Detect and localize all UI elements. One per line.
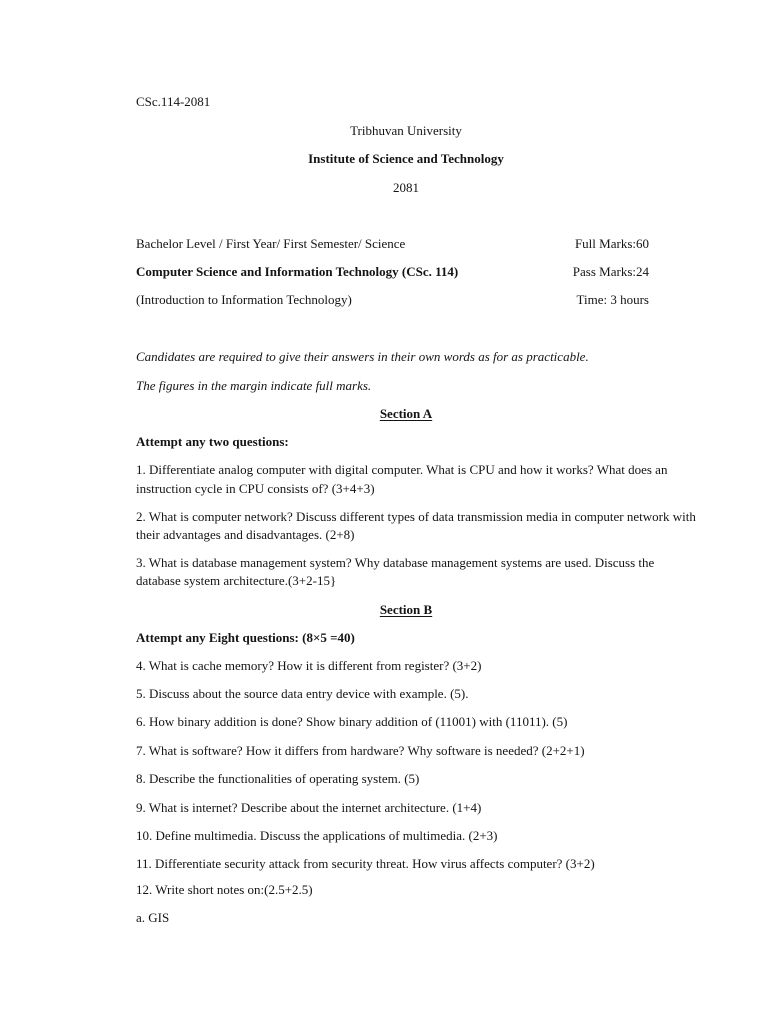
question-1-line-1: 1. Differentiate analog computer with digital computer. What is CPU and how it works? What does an xyxy=(136,462,668,477)
exam-time: Time: 3 hours xyxy=(576,292,649,307)
question-7: 7. What is software? How it differs from hardware? Why software is needed? (2+2+1) xyxy=(136,743,585,758)
question-2-line-2: their advantages and disadvantages. (2+8) xyxy=(136,527,355,542)
course-title: Computer Science and Information Technology (CSc. 114) xyxy=(136,264,459,279)
question-6: 6. How binary addition is done? Show binary addition of (11001) with (11011). (5) xyxy=(136,714,568,729)
section-a-heading-text: Section A xyxy=(379,406,433,421)
section-b-heading-text: Section B xyxy=(379,602,433,617)
paper-code: CSc.114-2081 xyxy=(136,94,211,109)
question-8: 8. Describe the functionalities of operating system. (5) xyxy=(136,771,420,786)
question-12-subitem-a: a. GIS xyxy=(136,910,170,925)
question-3-line-2: database system architecture.(3+2-15} xyxy=(136,573,337,588)
question-11: 11. Differentiate security attack from security threat. How virus affects computer? (3+2) xyxy=(136,856,595,871)
question-5: 5. Discuss about the source data entry device with example. (5). xyxy=(136,686,469,701)
full-marks: Full Marks:60 xyxy=(574,236,649,251)
instruction-own-words: Candidates are required to give their answers in their own words as for as practicable. xyxy=(136,349,589,364)
section-b-instruction: Attempt any Eight questions: (8×5 =40) xyxy=(136,630,355,645)
section-a-instruction: Attempt any two questions: xyxy=(136,434,289,449)
course-level: Bachelor Level / First Year/ First Semester/ Science xyxy=(136,236,406,251)
question-9: 9. What is internet? Describe about the internet architecture. (1+4) xyxy=(136,800,482,815)
instruction-margin-marks: The figures in the margin indicate full marks. xyxy=(136,378,372,393)
question-4: 4. What is cache memory? How it is different from register? (3+2) xyxy=(136,658,482,673)
course-subtitle: (Introduction to Information Technology) xyxy=(136,292,352,307)
pass-marks: Pass Marks:24 xyxy=(572,264,649,279)
section-a-heading xyxy=(136,405,676,423)
question-2-line-1: 2. What is computer network? Discuss different types of data transmission media in computer network with xyxy=(136,509,696,524)
institute-name: Institute of Science and Technology xyxy=(308,151,504,166)
question-1-line-2: instruction cycle in CPU consists of? (3+4+3) xyxy=(136,481,375,496)
university-name: Tribhuvan University xyxy=(350,123,462,138)
question-12: 12. Write short notes on:(2.5+2.5) xyxy=(136,882,313,897)
section-b-heading xyxy=(136,601,676,619)
question-10: 10. Define multimedia. Discuss the applications of multimedia. (2+3) xyxy=(136,828,498,843)
question-3-line-1: 3. What is database management system? Why database management systems are used. Discuss the xyxy=(136,555,655,570)
exam-year: 2081 xyxy=(393,180,419,195)
